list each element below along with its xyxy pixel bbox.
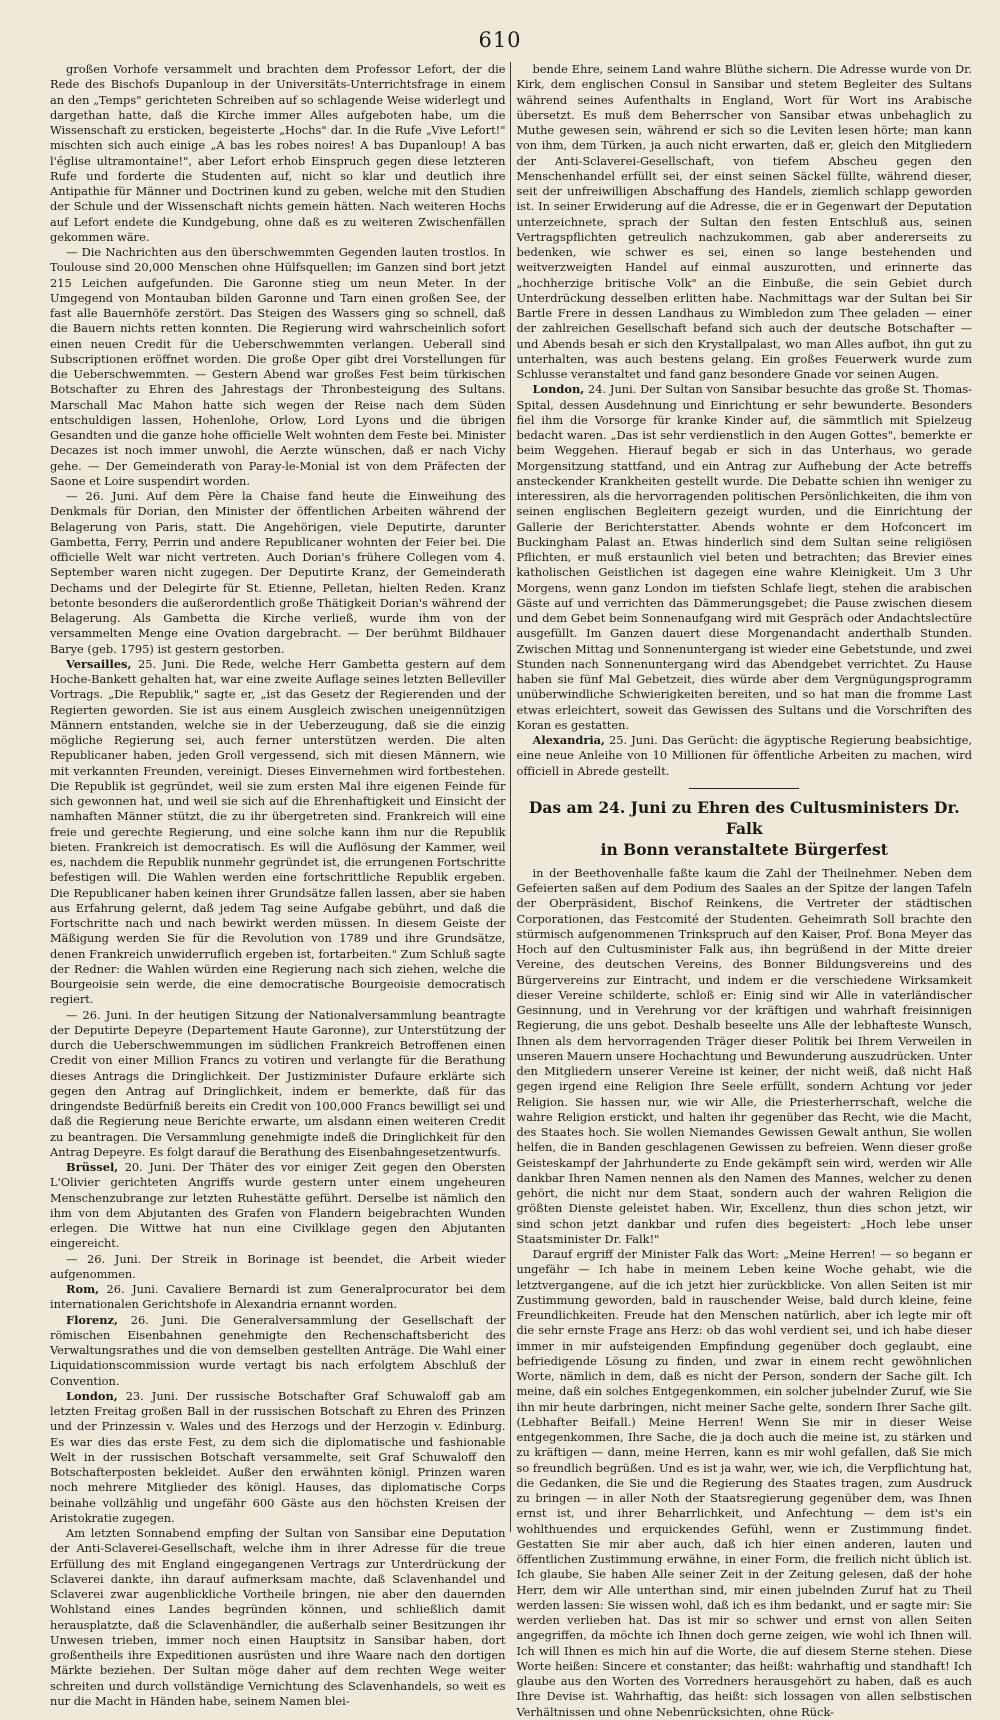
paragraph	[50, 1526, 506, 1709]
paragraph-text: 25. Juni. Die Rede, welche Herr Gambetta gestern auf dem Hoche-Bankett gehalten hat, war eine zweite Auflage seines letzten Belleviller Vortrags. „Die Republik," sagte er, „ist das Gesetz der Regierenden und der Regierten geworden. Sie ist aus einem Ausgleich zwischen uneigennützigen Männern entstanden, welche sie in der Ueberzeugung, daß sie die einzig mögliche Regierung sei, auch ferner unterstützen werden. Die alten Republicaner haben, jeden Groll vergessend, sich mit diesen Männern, wie mit verkannten Freunden, vereinigt. Dieses Einvernehmen wird fortbestehen. Die Republik ist gegründet, weil sie zum ersten Mal ihre eigenen Feinde für sich gewonnen hat, und weil sie sich auf die Ehrenhaftigkeit und Einsicht der namhaften Männer stützt, die zu ihr übergetreten sind. Frankreich will eine freie und gerechte Regierung, und eine solche kann ihm nur die Republik bieten. Frankreich ist democratisch. Es will die Auflösung der Kammer, weil es, nachdem die Republik nunmehr gegründet ist, die errungenen Fortschritte befestigen will. Die Wahlen werden eine fortschrittliche Republik ergeben. Die Republicaner haben keinen ihrer Grundsätze fallen lassen, aber sie haben aus Erfahrung gelernt, daß jedem Tag seine Aufgabe gebührt, und daß die Fortschritte nach und nach bewirkt werden müssen. In diesem Geiste der Mäßigung werden Sie für die Revolution von 1789 und ihre Grundsätze, denen Frankreich unwiderruflich ergeben ist, fortarbeiten." Zum Schluß sagte der Redner: die Wahlen würden eine Regierung nach sich ziehen, welche die Bourgeoisie sein werde, die eine democratische Bourgeoisie democratisch regiert.	[50, 656, 506, 1007]
paragraph-text: 26. Juni. Cavaliere Bernardi ist zum Generalprocurator bei dem internationalen Gerichtshofe in Alexandria ernannt worden.	[50, 1282, 506, 1312]
right-column-article	[517, 866, 973, 1720]
paragraph-text: — 26. Juni. Der Streik in Borinage ist beendet, die Arbeit wieder aufgenommen.	[50, 1251, 506, 1281]
paragraph-text: 23. Juni. Der russische Botschafter Graf Schuwaloff gab am letzten Freitag großen Ball in der russischen Botschaft zu Ehren des Prinzen und der Prinzessin v. Wales und des Herzogs und der Herzogin v. Edinburg. Es war dies das erste Fest, zu dem sich die diplomatische und fashionable Welt in der russischen Botschaft versammelte, seit Graf Schuwaloff den Botschafterposten bekleidet. Außer den erwähnten königl. Prinzen waren noch mehrere Mitglieder des königl. Hauses, das diplomatische Corps beinahe vollzählig und ungefähr 600 Gäste aus den höchsten Kreisen der Aristokratie zugegen.	[50, 1388, 506, 1525]
headline-line-2: in Bonn veranstaltete Bürgerfest	[600, 839, 888, 859]
paragraph-text: 24. Juni. Der Sultan von Sansibar besuchte das große St. Thomas-Spital, dessen Ausdehnung und Einrichtung er sehr bewunderte. Besonders fiel ihm die Vorsorge für kranke Kinder auf, die sämmtlich mit Spielzeug bedacht waren. „Das ist sehr verdienstlich in den Augen Gottes", bemerkte er beim Weggehen. Hierauf begab er sich in das Unterhaus, wo gerade Morgensitzung stattfand, und ein Antrag zur Aufhebung der Acte betreffs ansteckender Krankheiten gestellt wurde. Die Debatte schien ihn weniger zu interessiren, als die hervorragenden politischen Persönlichkeiten, die ihm von seinen englischen Begleitern gezeigt wurden, und die Einrichtung der Gallerie der Berichterstatter. Abends wohnte er dem Hofconcert im Buckingham Palast an. Etwas hinderlich sind dem Sultan seine religiösen Pflichten, er muß erstaunlich viel beten und betrachten; das Brevier eines katholischen Geistlichen ist dagegen eine wahre Kleinigkeit. Um 3 Uhr Morgens, wenn ganz London im tiefsten Schlafe liegt, stehen die arabischen Gäste auf und verrichten das Dämmerungsgebet; die Pause zwischen diesem und dem Gebet beim Sonnenaufgang wird mit Gespräch oder Andachtslectüre ausgefüllt. Im Ganzen dauert diese Morgenandacht anderthalb Stunden. Zwischen Mittag und Sonnenuntergang ist wieder eine Gebetstunde, und zwei Stunden nach Sonnenuntergang wird das Abendgebet verrichtet. Zu Hause haben sie fünf Mal Gebetzeit, dies würde aber dem Vergnügungsprogramm unüberwindliche Schwierigkeiten bereiten, und so hat man die fromme Last etwas erleichtert, soweit das Gewissen des Sultans und die Vorschriften des Koran es gestatten.	[516, 382, 973, 732]
left-column	[50, 62, 506, 1708]
dateline-place: Florenz,	[66, 1312, 118, 1327]
paragraph	[50, 1160, 506, 1252]
paragraph	[50, 489, 506, 657]
paragraph	[50, 1313, 506, 1389]
dateline-place: Versailles,	[66, 656, 132, 671]
paragraph	[50, 245, 506, 489]
paragraph	[50, 62, 506, 245]
columns	[50, 62, 973, 1719]
paragraph-text: — 26. Juni. In der heutigen Sitzung der Nationalversammlung beantragte der Deputirte Depeyre (Departement Haute Garonne), zur Unterstützung der durch die Ueberschwemmungen im südlichen Frankreich Betroffenen einen Credit von einer Million Francs zu votiren und verlangte für die Berathung dieses Antrags die Dringlichkeit. Der Justizminister Dufaure erklärte sich gegen den Antrag auf Dringlichkeit, indem er bemerkte, daß für das dringendste Bedürfniß bereits ein Credit von 100,000 Francs bewilligt sei und daß die Regierung neue Berichte erwarte, um alsdann einen weiteren Credit zu beantragen. Die Versammlung genehmigte indeß die Dringlichkeit für den Antrag Depeyre. Es folgt darauf die Berathung des Eisenbahngesetzentwurfs.	[50, 1007, 506, 1159]
right-column-news	[517, 62, 973, 779]
paragraph	[50, 1389, 506, 1526]
dateline-place: London,	[532, 382, 585, 397]
page-number: 610	[478, 28, 522, 52]
dateline-place: London,	[66, 1388, 118, 1403]
section-divider	[689, 788, 799, 789]
paragraph-text: — Die Nachrichten aus den überschwemmten Gegenden lauten trostlos. In Toulouse sind 20,000 Menschen ohne Hülfsquellen; im Ganzen sind bort jetzt 215 Leichen aufgefunden. Die Garonne stieg um neun Meter. In der Umgegend von Montauban bilden Garonne und Tarn einen großen See, der fast alle Bauernhöfe zerstört. Das Steigen des Wassers ging so schnell, daß die Bauern nichts retten konnten. Die Regierung wird wahrscheinlich sofort einen neuen Credit für die Ueberschwemmten verlangen. Ueberall sind Subscriptionen eröffnet worden. Die große Oper gibt drei Vorstellungen für die Ueberschwemmten. — Gestern Abend war großes Fest beim türkischen Botschafter zu Ehren des Jahrestags der Thronbesteigung des Sultans. Marschall Mac Mahon hatte sich wegen der Reise nach dem Süden entschuldigen lassen, Hohenlohe, Orlow, Lord Lyons und die übrigen Gesandten und die ganze hohe officielle Welt wohnten dem Feste bei. Minister Decazes ist noch immer unwohl, die Aerzte wünschen, daß er nach Vichy gehe. — Der Gemeinderath von Paray-le-Monial ist von dem Präfecten der Saone et Loire suspendirt worden.	[50, 245, 506, 488]
paragraph	[50, 657, 506, 1008]
paragraph	[517, 1247, 973, 1720]
paragraph	[517, 382, 973, 733]
paragraph	[50, 1282, 506, 1313]
dateline-place: Brüssel,	[66, 1160, 119, 1174]
headline-line-1: Das am 24. Juni zu Ehren des Cultusministers Dr. Falk	[528, 797, 960, 838]
paragraph-text: großen Vorhofe versammelt und brachten dem Professor Lefort, der die Rede des Bischofs Dupanloup in der Universitäts-Unterrichtsfrage in einem an den „Temps" gerichteten Schreiben auf so schlagende Weise widerlegt und dargethan hatte, daß die Kirche immer Alles aufgeboten habe, um die Wissenschaft zu ersticken, begeisterte „Hochs" dar. In die Rufe „Vive Lefort!" mischten sich auch einige „A bas les robes noires! A bas Dupanloup! A bas l'église ultramontaine!", aber Lefort erhob Einspruch gegen diese letzteren Rufe und forderte die Studenten auf, nicht so klar und deutlich ihre Antipathie für Männer und Doctrinen kund zu geben, welche mit den Studien der Schule und der Wissenschaft nichts gemein hätten. Nach weiteren Hochs auf Lefort endete die Kundgebung, ohne daß es zu weiteren Zwischenfällen gekommen wäre.	[50, 62, 506, 244]
paragraph-text: 20. Juni. Der Thäter des vor einiger Zeit gegen den Obersten L'Olivier gerichteten Angriffs wurde gestern unter einem ungeheuren Menschenzubrange zur letzten Ruhestätte geführt. Derselbe ist nämlich den ihm von dem Abjutanten des Grafen von Flandern beigebrachten Wunden erlegen. Die Wittwe hat nun eine Civilklage gegen den Abjutanten eingereicht.	[50, 1160, 506, 1251]
column-rule	[510, 62, 511, 1532]
paragraph-text: bende Ehre, seinem Land wahre Blüthe sichern. Die Adresse wurde von Dr. Kirk, dem englischen Consul in Sansibar und stetem Begleiter des Sultans während seines Aufenthalts in England, Wort für Wort ins Arabische übersetzt. Es muß dem Beherrscher von Sansibar etwas unbehaglich zu Muthe gewesen sein, während er sich so die Leviten lesen hörte; man kann von ihm, dem Türken, ja auch nicht erwarten, daß er, gleich den Mitgliedern der Anti-Sclaverei-Gesellschaft, von tiefem Abscheu gegen den Menschenhandel erfüllt sei, der einst seinen Säckel füllte, während dieser, seit der unfreiwilligen Abschaffung des Handels, ziemlich schlapp geworden ist. In seiner Erwiderung auf die Adresse, die er in Gegenwart der Deputation unterzeichnete, sprach der Sultan den festen Entschluß aus, seinen Vertragspflichten getreulich nachzukommen, gab aber andererseits zu bedenken, wie schwer es sei, einen so lange bestehenden und weitverzweigten Handel auf einmal auszurotten, und erinnerte das „hochherzige britische Volk" an die Einbuße, die sein Gebiet durch Unterdrückung desselben erlitten habe. Nachmittags war der Sultan bei Sir Bartle Frere in dessen Landhaus zu Wimbledon zum Thee geladen — einer der zahlreichen Gesellschaft befand sich auch der deutsche Botschafter — und Abends besah er sich den Krystallpalast, wo man Alles aufbot, ihn gut zu unterhalten, was auch bestens gelang. Ein großes Feuerwerk wurde zum Schlusse veranstaltet und fand ganz besondere Gnade vor seinen Augen.	[516, 62, 972, 381]
paragraph	[517, 866, 973, 1247]
paragraph-text: Am letzten Sonnabend empfing der Sultan von Sansibar eine Deputation der Anti-Sclaverei-Gesellschaft, welche ihm in ihrer Adresse für die treue Erfüllung des mit England eingegangenen Vertrags zur Unterdrückung der Sclaverei dankte, ihn darauf aufmerksam machte, daß Sclavenhandel und Sclaverei zwar augenblickliche Vortheile bringen, nie aber den dauernden Wohlstand eines Landes begründen können, und schließlich damit herausplatzte, daß die Sclavenhändler, die außerhalb seiner Besitzungen ihr Unwesen trieben, immer noch einen Hauptsitz in Sansibar haben, dort großentheils ihre Expeditionen ausrüsten und ihre Waare nach den dortigen Märkte beziehen. Der Sultan möge daher auf dem rechten Wege weiter schreiten und durch vollständige Vernichtung des Sclavenhandels, so weit es nur die Macht in Händen habe, seinem Namen blei-	[50, 1526, 506, 1708]
dateline-place: Rom,	[66, 1282, 100, 1296]
paragraph-text: 25. Juni. Das Gerücht: die ägyptische Regierung beabsichtige, eine neue Anleihe von 10 Millionen für öffentliche Arbeiten zu machen, wird officiell in Abrede gestellt.	[516, 733, 972, 778]
paragraph-text: — 26. Juni. Auf dem Père la Chaise fand heute die Einweihung des Denkmals für Dorian, den Minister der öffentlichen Arbeiten während der Belagerung von Paris, statt. Die Angehörigen, viele Deputirte, darunter Gambetta, Ferry, Perrin und andere Republicaner wohnten der Feier bei. Die officielle Welt war nicht vertreten. Auch Dorian's frühere Collegen vom 4. September waren nicht zugegen. Der Deputirte Kranz, der Gemeinderath Dechams und der Delegirte für St. Etienne, Pelletan, hielten Reden. Kranz betonte besonders die außerordentlich große Thätigkeit Dorian's während der Belagerung. Als Gambetta die Kirche verließ, wurde ihm von der versammelten Menge eine Ovation dargebracht. — Der berühmt Bildhauer Barye (geb. 1795) ist gestern gestorben.	[50, 489, 506, 656]
paragraph-text: 26. Juni. Die Generalversammlung der Gesellschaft der römischen Eisenbahnen genehmigte den Rechenschaftsbericht des Verwaltungsrathes und die von demselben gestellten Anträge. Die Wahl einer Liquidationscommission wurde vertagt bis nach erfolgtem Abschluß der Convention.	[50, 1312, 506, 1388]
paragraph	[50, 1252, 506, 1283]
dateline-place: Alexandria,	[532, 733, 606, 747]
paragraph	[517, 62, 973, 382]
paragraph	[517, 733, 973, 779]
paragraph-text: Darauf ergriff der Minister Falk das Wort: „Meine Herren! — so begann er ungefähr — Ich habe in meinem Leben keine Woche gehabt, wie die letztvergangene, auf die ich jetzt hier zurückblicke. Von allen Seiten ist mir Zustimmung geworden, bald in rauschender Weise, bald durch kleine, feine Freundlichkeiten. Freude hat den Menschen natürlich, aber ich legte mir oft die sehr ernste Frage ans Herz: ob das wohl verdient sei, und ich habe dieser immer in mir aufsteigenden Empfindung gegenüber doch geglaubt, eine befriedigende Lösung zu finden, und zwar in einem recht gewöhnlichen Worte, nämlich in dem, daß es nicht der Person, sondern der Sache gilt. Ich meine, daß ein solches Entgegenkommen, ein solcher jubelnder Zuruf, wie Sie ihn mir heute darbringen, nicht meiner Sache gelte, sondern Ihrer Sache gilt. (Lebhafter Beifall.) Meine Herren! Wenn Sie mir in dieser Weise entgegenkommen, Ihre Sache, die ja doch auch die meine ist, zu stärken und zu kräftigen — dann, meine Herren, kann es mir wohl gefallen, daß Sie mich so freundlich begrüßen. Und es ist ja wahr, wer, wie ich, die Verpflichtung hat, die Gedanken, die Sie und die Regierung des Staates tragen, zum Ausdruck zu bringen — in aller Noth der Staatsregierung gegenüber dem, was Ihnen ernst ist, und ihrer Beharrlichkeit, und Anfechtung — dem ist's ein wohlthuendes und erquickendes Gefühl, wenn er Zustimmung findet. Gestatten Sie mir aber auch, daß ich hier einen anderen, lauten und öffentlichen Zustimmung erwähne, in einer Form, die freilich nicht üblich ist. Ich glaube, Sie haben Alle seiner Zeit in der Zeitung gelesen, daß der hohe Herr, dem wir Alle unterthan sind, mir einen jubelnden Zuruf hat zu Theil werden lassen: Sie wissen wohl, daß ich es ihm bedankt, und er sagte mir: Sie werden verlieben hat. Das ist mir so schwer und ernst von allen Seiten angegriffen, da möchte ich Ihnen doch gerne zeigen, wie wohl ich Ihnen will. Ich will Ihnen es mich hin auf die Worte, die auf diesem Sterne stehen. Diese Worte heißen: Sincere et constanter; das heißt: wahrhaftig und standhaft! Ich glaube aus den Worten des Vorredners herausgehört zu haben, daß es auch Ihre Devise ist. Wahrhaftig, das heißt: sich lossagen von allen selbstischen Verhältnissen und ohne Nebenrücksichten, ohne Rück-	[516, 1247, 972, 1719]
article-headline	[517, 797, 973, 860]
paragraph	[50, 1008, 506, 1161]
paragraph-text: in der Beethovenhalle faßte kaum die Zahl der Theilnehmer. Neben dem Gefeierten saßen auf dem Podium des Saales an der Spitze der langen Tafeln der Oberpräsident, Bischof Reinkens, die Vertreter der städtischen Corporationen, das Festcomité der Studenten. Geheimrath Soll brachte den stürmisch aufgenommenen Trinkspruch auf den Kaiser, Prof. Bona Meyer das Hoch auf den Cultusminister Falk aus, ihn begrüßend in der Mitte dreier Vereine, des deutschen Vereins, des Bonner Bildungsvereins und des Bürgervereins zur Eintracht, und indem er die verschiedene Wirksamkeit dieser Vereine schilderte, schloß er: Einig sind wir Alle in vaterländischer Gesinnung, und in Verehrung vor der kräftigen und wahrhaft freisinnigen Regierung, die uns gebot. Deshalb beseelte uns Alle der lebhafteste Wunsch, Ihnen als dem hervorragenden Träger dieser Politik bei Ihrem Verweilen in unseren Mauern unsere Hochachtung und Bewunderung auszudrücken. Unter den Mitgliedern unserer Vereine ist keiner, der nicht weiß, daß nicht Haß gegen irgend eine Religion Ihre Seele erfüllt, sondern Achtung vor jeder Religion. Sie hassen nur, wie wir Alle, die Priesterherrschaft, welche die wahre Religion erstickt, und halten ihr gegenüber das Recht, wie die Macht, des Staates hoch. Sie wollen Niemandes Gewissen Gewalt anthun, Sie wollen helfen, die in Banden geschlagenen Gewissen zu befreien. Wenn dieser große Geisteskampf der Jahrhunderte zu Ende gekämpft sein wird, werden wir Alle dankbar Ihren Namen nennen als den Namen des Mannes, welcher zu denen gehört, die nicht nur dem Staat, sondern auch der wahren Religion die größten Dienste geleistet haben. Wir, Excellenz, thun dies schon jetzt, wir sind schon jetzt dankbar und rufen dies begeistert: „Hoch lebe unser Staatsminister Dr. Falk!"	[516, 865, 972, 1246]
right-column	[516, 62, 973, 1719]
